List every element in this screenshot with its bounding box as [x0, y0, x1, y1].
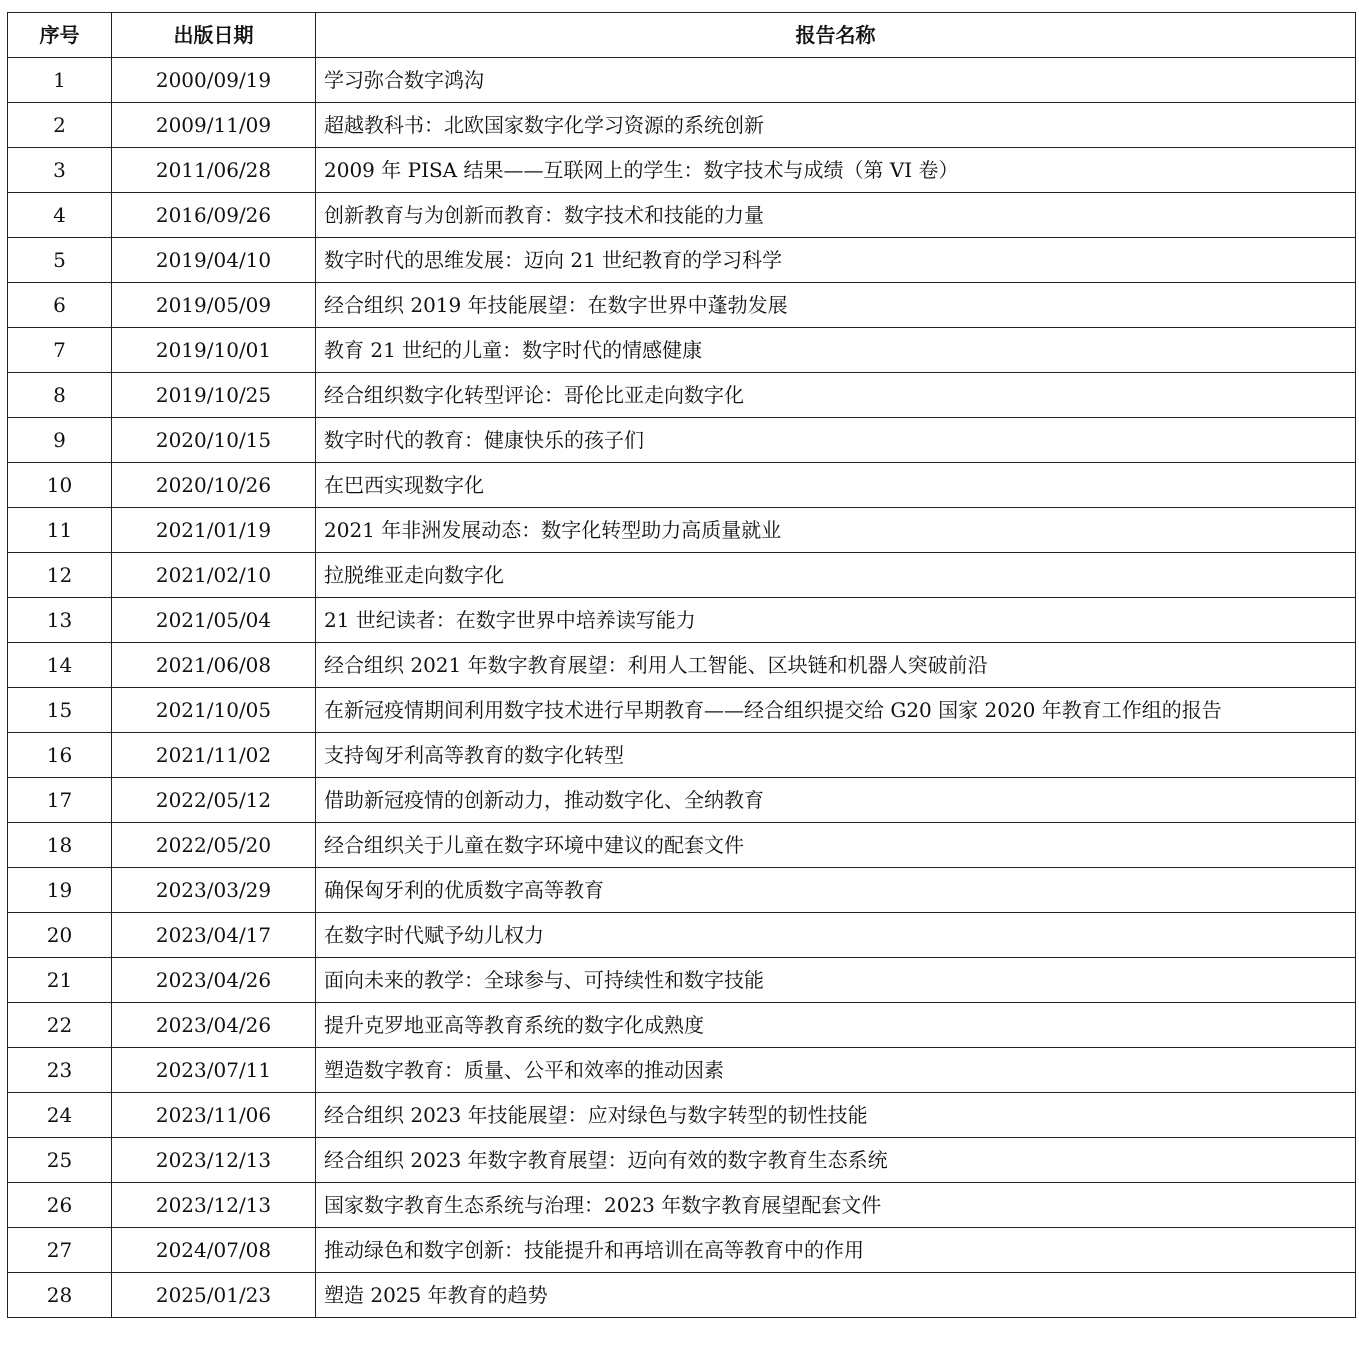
row-number: 18: [8, 823, 112, 868]
report-name: 拉脱维亚走向数字化: [316, 553, 1356, 598]
row-number: 10: [8, 463, 112, 508]
publication-date: 2021/05/04: [112, 598, 316, 643]
row-number: 12: [8, 553, 112, 598]
table-row: [8, 1228, 1356, 1273]
report-name: 在数字时代赋予幼儿权力: [316, 913, 1356, 958]
report-name: 经合组织数字化转型评论：哥伦比亚走向数字化: [316, 373, 1356, 418]
publication-date: 2024/07/08: [112, 1228, 316, 1273]
table-row: [8, 913, 1356, 958]
publication-date: 2023/04/26: [112, 958, 316, 1003]
publication-date: 2019/04/10: [112, 238, 316, 283]
publication-date: 2000/09/19: [112, 58, 316, 103]
publication-date: 2011/06/28: [112, 148, 316, 193]
row-number: 11: [8, 508, 112, 553]
table-row: [8, 1093, 1356, 1138]
publication-date: 2020/10/26: [112, 463, 316, 508]
row-number: 24: [8, 1093, 112, 1138]
publication-date: 2023/04/17: [112, 913, 316, 958]
publication-date: 2023/12/13: [112, 1183, 316, 1228]
table-row: [8, 598, 1356, 643]
report-name: 借助新冠疫情的创新动力，推动数字化、全纳教育: [316, 778, 1356, 823]
report-name: 在新冠疫情期间利用数字技术进行早期教育——经合组织提交给 G20 国家 2020 年教育工作组的报告: [316, 688, 1356, 733]
row-number: 23: [8, 1048, 112, 1093]
header-row: [8, 13, 1356, 58]
publication-date: 2023/07/11: [112, 1048, 316, 1093]
report-name: 数字时代的教育：健康快乐的孩子们: [316, 418, 1356, 463]
table-row: [8, 238, 1356, 283]
table-body: [8, 58, 1356, 1318]
table-row: [8, 1003, 1356, 1048]
publication-date: 2021/01/19: [112, 508, 316, 553]
publication-date: 2023/04/26: [112, 1003, 316, 1048]
publication-date: 2021/02/10: [112, 553, 316, 598]
publication-date: 2019/10/25: [112, 373, 316, 418]
row-number: 5: [8, 238, 112, 283]
row-number: 17: [8, 778, 112, 823]
publication-date: 2009/11/09: [112, 103, 316, 148]
table-row: [8, 553, 1356, 598]
table-row: [8, 688, 1356, 733]
header-no: 序号: [8, 13, 112, 58]
publication-date: 2022/05/12: [112, 778, 316, 823]
report-name: 创新教育与为创新而教育：数字技术和技能的力量: [316, 193, 1356, 238]
row-number: 20: [8, 913, 112, 958]
row-number: 26: [8, 1183, 112, 1228]
table-row: [8, 283, 1356, 328]
header-name: 报告名称: [316, 13, 1356, 58]
row-number: 7: [8, 328, 112, 373]
row-number: 1: [8, 58, 112, 103]
publication-date: 2023/12/13: [112, 1138, 316, 1183]
row-number: 15: [8, 688, 112, 733]
table-row: [8, 643, 1356, 688]
row-number: 14: [8, 643, 112, 688]
report-name: 确保匈牙利的优质数字高等教育: [316, 868, 1356, 913]
table-row: [8, 958, 1356, 1003]
report-name: 2009 年 PISA 结果——互联网上的学生：数字技术与成绩（第 VI 卷）: [316, 148, 1356, 193]
table-row: [8, 823, 1356, 868]
table-row: [8, 1183, 1356, 1228]
publication-date: 2021/11/02: [112, 733, 316, 778]
table-row: [8, 778, 1356, 823]
report-name: 在巴西实现数字化: [316, 463, 1356, 508]
publication-date: 2023/03/29: [112, 868, 316, 913]
header-date: 出版日期: [112, 13, 316, 58]
report-name: 经合组织关于儿童在数字环境中建议的配套文件: [316, 823, 1356, 868]
report-name: 教育 21 世纪的儿童：数字时代的情感健康: [316, 328, 1356, 373]
publication-date: 2021/06/08: [112, 643, 316, 688]
publication-date: 2019/05/09: [112, 283, 316, 328]
row-number: 19: [8, 868, 112, 913]
report-name: 经合组织 2023 年数字教育展望：迈向有效的数字教育生态系统: [316, 1138, 1356, 1183]
report-name: 塑造 2025 年教育的趋势: [316, 1273, 1356, 1318]
report-name: 提升克罗地亚高等教育系统的数字化成熟度: [316, 1003, 1356, 1048]
report-name: 支持匈牙利高等教育的数字化转型: [316, 733, 1356, 778]
table-row: [8, 328, 1356, 373]
table-row: [8, 373, 1356, 418]
report-name: 超越教科书：北欧国家数字化学习资源的系统创新: [316, 103, 1356, 148]
row-number: 2: [8, 103, 112, 148]
row-number: 25: [8, 1138, 112, 1183]
table-row: [8, 193, 1356, 238]
table-row: [8, 58, 1356, 103]
report-name: 面向未来的教学：全球参与、可持续性和数字技能: [316, 958, 1356, 1003]
report-name: 推动绿色和数字创新：技能提升和再培训在高等教育中的作用: [316, 1228, 1356, 1273]
row-number: 8: [8, 373, 112, 418]
table-row: [8, 508, 1356, 553]
report-name: 经合组织 2021 年数字教育展望：利用人工智能、区块链和机器人突破前沿: [316, 643, 1356, 688]
row-number: 6: [8, 283, 112, 328]
row-number: 9: [8, 418, 112, 463]
publication-date: 2025/01/23: [112, 1273, 316, 1318]
table-row: [8, 103, 1356, 148]
table-row: [8, 1273, 1356, 1318]
report-name: 21 世纪读者：在数字世界中培养读写能力: [316, 598, 1356, 643]
row-number: 13: [8, 598, 112, 643]
row-number: 21: [8, 958, 112, 1003]
report-name: 学习弥合数字鸿沟: [316, 58, 1356, 103]
publication-date: 2019/10/01: [112, 328, 316, 373]
publication-date: 2020/10/15: [112, 418, 316, 463]
table-row: [8, 1048, 1356, 1093]
table-row: [8, 1138, 1356, 1183]
row-number: 27: [8, 1228, 112, 1273]
report-name: 2021 年非洲发展动态：数字化转型助力高质量就业: [316, 508, 1356, 553]
report-name: 经合组织 2019 年技能展望：在数字世界中蓬勃发展: [316, 283, 1356, 328]
publication-date: 2022/05/20: [112, 823, 316, 868]
table-row: [8, 463, 1356, 508]
publication-date: 2016/09/26: [112, 193, 316, 238]
report-name: 塑造数字教育：质量、公平和效率的推动因素: [316, 1048, 1356, 1093]
table-row: [8, 733, 1356, 778]
report-name: 数字时代的思维发展：迈向 21 世纪教育的学习科学: [316, 238, 1356, 283]
row-number: 4: [8, 193, 112, 238]
row-number: 28: [8, 1273, 112, 1318]
report-name: 国家数字教育生态系统与治理：2023 年数字教育展望配套文件: [316, 1183, 1356, 1228]
publication-date: 2021/10/05: [112, 688, 316, 733]
row-number: 3: [8, 148, 112, 193]
report-name: 经合组织 2023 年技能展望：应对绿色与数字转型的韧性技能: [316, 1093, 1356, 1138]
table-row: [8, 148, 1356, 193]
table-row: [8, 418, 1356, 463]
table-row: [8, 868, 1356, 913]
publication-date: 2023/11/06: [112, 1093, 316, 1138]
row-number: 22: [8, 1003, 112, 1048]
row-number: 16: [8, 733, 112, 778]
report-table: [7, 12, 1356, 1318]
